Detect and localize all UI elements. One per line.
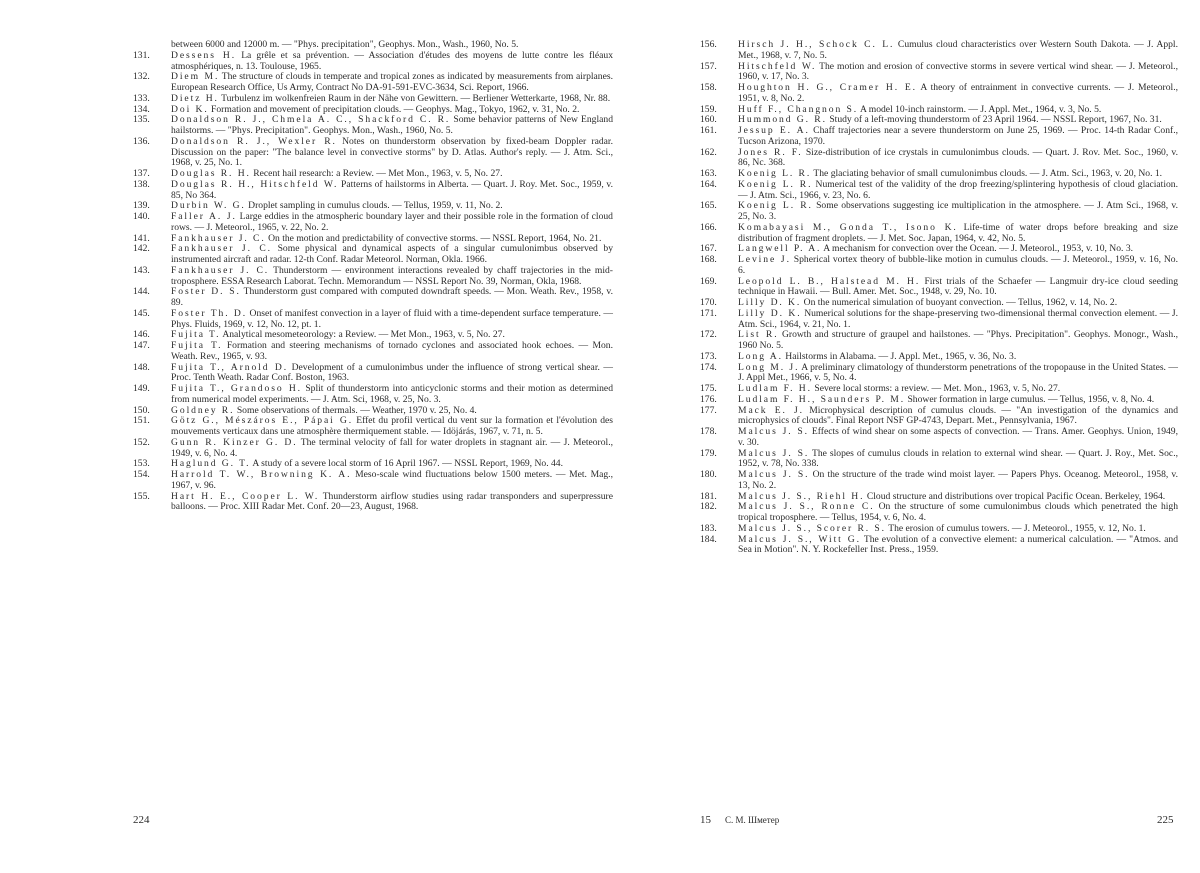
reference-authors: Koenig L. R.: [738, 200, 813, 212]
reference-number: 143.: [133, 264, 150, 276]
reference-number: 145.: [133, 307, 150, 319]
reference-authors: Leopold L. B., Halstead M. H.: [738, 275, 921, 287]
reference-entry: [133, 244, 613, 266]
reference-authors: List R.: [738, 329, 779, 341]
reference-entry: [133, 341, 613, 363]
reference-number: 146.: [133, 329, 150, 341]
reference-title: Analytical mesometeorology: a Review. — Met Mon., 1963, v. 5, No. 27.: [222, 329, 505, 341]
reference-authors: Doi K.: [171, 103, 209, 115]
reference-title: Spherical vortex theory of bubble-like motion in cumulus clouds. — J. Meteorol., 1959, v. 16, No. 6.: [738, 254, 1178, 276]
reference-title: A theory of entrainment in convective currents. — J. Meteorol., 1951, v. 8, No. 2.: [738, 82, 1178, 104]
reference-title: The erosion of cumulus towers. — J. Meteorol., 1955, v. 12, No. 1.: [888, 522, 1146, 534]
reference-entry: [700, 470, 1178, 492]
page-number-left: 224: [133, 814, 150, 826]
reference-authors: Komabayasi M., Gonda T., Isono K.: [738, 221, 958, 233]
reference-title: First trials of the Schaefer — Langmuir dry-ice cloud seeding technique in Hawaii. — Bull. Amer. Met. Soc., 1948, v. 29, No. 10.: [738, 275, 1179, 298]
reference-number: 168.: [700, 254, 717, 265]
reference-authors: Jessup E. A.: [738, 125, 810, 136]
reference-title: Some observations suggesting ice multiplication in the atmosphere. — J. Atm Sci., 1968, v. 25, No. 3.: [738, 200, 1178, 222]
reference-entry: [700, 148, 1178, 170]
reference-title: Cumulus cloud characteristics over Western South Dakota. — J. Appl. Met., 1968, v. 7, No. 5.: [738, 39, 1178, 61]
reference-number: 148.: [133, 361, 150, 373]
reference-number: 167.: [700, 243, 717, 255]
reference-title: Chaff trajectories near a severe thunderstorm on June 25, 1969. — Proc. 14-th Radar Conf., Tucson Arizona, 1970.: [738, 125, 1179, 147]
reference-number: 134.: [133, 103, 150, 115]
reference-authors: Fujita T.: [171, 329, 221, 341]
reference-entry: [133, 212, 613, 234]
reference-title: Cloud structure and distributions over tropical Pacific Ocean. Berkeley, 1964.: [866, 490, 1166, 502]
reference-authors: Hirsch J. H., Schock C. L.: [738, 39, 895, 50]
reference-entry: [700, 363, 1178, 385]
signature-author: С. М. Шметер: [725, 815, 780, 825]
right-page: [700, 40, 1178, 556]
reference-entry: [133, 384, 613, 406]
reference-entry: [700, 83, 1178, 105]
reference-number: 169.: [700, 275, 717, 287]
reference-authors: Mack E. J.: [738, 404, 804, 416]
reference-title: The structure of clouds in temperate and tropical zones as indicated by measurements from airplanes. European Research Office, Us Army, Contract No DA-91-591-EVC-3634, Sci. Report, 1966.: [171, 71, 613, 93]
reference-entry: [133, 72, 613, 94]
reference-number: 178.: [700, 426, 717, 437]
reference-authors: Hummond G. R.: [738, 114, 827, 126]
reference-authors: Faller A. J.: [171, 211, 237, 222]
reference-number: 132.: [133, 71, 150, 83]
reference-entry: [133, 470, 613, 492]
reference-title: Severe local storms: a review. — Met. Mon., 1963, v. 5, No. 27.: [814, 383, 1061, 394]
reference-title: Thunderstorm airflow studies using radar transponders and superpressure balloons. — Proc. XIII Radar Met. Conf. 20—23, August, 1968.: [171, 490, 613, 513]
reference-title: Large eddies in the atmospheric boundary layer and their possible role in the formation of cloud rows. — J. Meteorol., 1965, v. 22, No. 2.: [171, 211, 613, 233]
reference-number: 173.: [700, 350, 717, 362]
reference-title: Numerical test of the validity of the drop freezing/splintering hypothesis of cloud glaciation. — J. Atm. Sci., 1966, v. 23, No. 6.: [738, 178, 1178, 201]
reference-authors: Levine J.: [738, 254, 791, 265]
reference-number: 153.: [133, 458, 150, 470]
reference-title: The evolution of a convective element: a numerical calculation. — "Atmos. and Sea in Motion". N. Y. Rockefeller Inst. Press., 1959.: [738, 533, 1178, 556]
reference-title: Hailstorms in Alabama. — J. Appl. Met., 1965, v. 36, No. 3.: [785, 350, 1017, 362]
reference-number: 164.: [700, 178, 717, 190]
reference-list: [133, 40, 613, 513]
reference-number: 166.: [700, 221, 717, 233]
reference-entry: [133, 266, 613, 288]
reference-title: Thunderstorm — environment interactions revealed by chaff trajectories in the mid-troposphere. ESSA Research Laborat. Techn. Memorandum — NSSL Report No. 39, Norman, Okla, 1968.: [171, 264, 613, 287]
left-page: [133, 40, 613, 513]
reference-number: 154.: [133, 469, 150, 480]
reference-list: [700, 40, 1178, 556]
reference-authors: Foster D. S.: [171, 286, 241, 298]
reference-number: 158.: [700, 82, 717, 93]
reference-entry: [700, 277, 1178, 299]
reference-entry: [700, 309, 1178, 331]
reference-title: Some behavior patterns of New England hailstorms. — "Phys. Precipitation". Geophys. Mon., Wash., 1960, No. 5.: [171, 114, 614, 136]
reference-title: Recent hail research: a Review. — Met Mon., 1963, v. 5, No. 27.: [253, 168, 503, 179]
reference-entry: [700, 40, 1178, 62]
reference-authors: Koenig L. R.: [738, 178, 813, 190]
reference-entry: [133, 416, 613, 438]
reference-entry: [133, 438, 613, 460]
reference-number: 159.: [700, 103, 717, 115]
reference-title: A preliminary climatology of thunderstorm penetrations of the tropopause in the United States. — J. Appl Met., 1966, v. 5, No. 4.: [738, 361, 1178, 384]
reference-number: 136.: [133, 135, 150, 147]
reference-number: 171.: [700, 307, 717, 319]
reference-entry: [133, 492, 613, 514]
reference-authors: Langwell P. A.: [738, 243, 822, 255]
reference-number: 184.: [700, 533, 717, 545]
reference-number: 183.: [700, 522, 717, 534]
reference-number: 140.: [133, 211, 150, 222]
reference-entry: [700, 62, 1178, 84]
reference-number: 133.: [133, 92, 150, 104]
reference-authors: Dietz H.: [171, 92, 219, 104]
reference-number: 141.: [133, 232, 150, 244]
reference-title: Shower formation in large cumulus. — Tellus, 1956, v. 8, No. 4.: [907, 393, 1155, 405]
reference-authors: Lilly D. K.: [738, 307, 802, 319]
reference-authors: Long M. J.: [738, 361, 800, 373]
reference-number: 174.: [700, 361, 717, 373]
reference-number: 149.: [133, 383, 150, 394]
reference-title: Meso-scale wind fluctuations below 1500 meters. — Met. Mag., 1967, v. 96.: [171, 469, 613, 491]
reference-title: Study of a left-moving thunderstorm of 23 April 1964. — NSSL Report, 1967, No. 31.: [829, 114, 1162, 126]
reference-authors: Malcus J. S.: [738, 426, 809, 437]
reference-authors: Fujita T.: [171, 340, 223, 351]
reference-number: 163.: [700, 168, 717, 179]
reference-authors: Ludlam F. H.: [738, 383, 812, 394]
reference-entry: [700, 201, 1178, 223]
reference-entry: [700, 126, 1178, 148]
reference-authors: Lilly D. K.: [738, 297, 802, 308]
reference-entry: [700, 502, 1178, 524]
reference-authors: Malcus J. S., Scorer R. S.: [738, 522, 886, 534]
reference-number: 152.: [133, 436, 150, 448]
reference-authors: Jones R. F.: [738, 146, 803, 158]
reference-title: Growth and structure of graupel and hailstones. — "Phys. Precipitation". Geophys. Monogr., Wash., 1960 No. 5.: [738, 329, 1178, 351]
reference-authors: Haglund G. T.: [171, 458, 251, 470]
reference-authors: Fujita T., Arnold D.: [171, 361, 289, 373]
reference-title: Some physical and dynamical aspects of a singular cumulonimbus observed by instrumented aircraft and radar. 12-th Conf. Radar Meteorol. Norman, Okla. 1966.: [171, 243, 613, 265]
reference-title: Formation and steering mechanisms of tornado cyclones and associated hook echoes. — Mon. Weath. Rev., 1965, v. 93.: [171, 340, 613, 362]
reference-number: 137.: [133, 168, 150, 179]
reference-authors: Foster Th. D.: [171, 307, 248, 319]
reference-number: 177.: [700, 404, 717, 416]
reference-entry: [700, 330, 1178, 352]
reference-number: 147.: [133, 340, 150, 351]
reference-authors: Goldney R.: [171, 404, 235, 416]
reference-authors: Hart H. E., Cooper L. W.: [171, 490, 320, 502]
reference-entry: [133, 180, 613, 202]
reference-authors: Houghton H. G., Cramer H. E.: [738, 82, 917, 93]
reference-title: Formation and movement of precipitation clouds. — Geophys. Mag., Tokyo, 1962, v. 31, No. 2.: [211, 103, 580, 115]
printer-signature: [700, 814, 779, 826]
reference-title: Turbulenz im wolkenfreien Raum in der Nähe von Gewittern. — Berliener Wetterkarte, 1968, Nr. 88.: [221, 92, 611, 104]
reference-authors: Long A.: [738, 350, 783, 362]
reference-title: Effet du profil vertical du vent sur la formation et l'évolution des mouvements verticaux dans une atmosphère thermiquement stable. — Idöjárás, 1967, v. 71, n. 5.: [171, 415, 614, 437]
reference-authors: Malcus J. S., Witt G.: [738, 533, 861, 545]
reference-title: Droplet sampling in cumulus clouds. — Tellus, 1959, v. 11, No. 2.: [248, 200, 503, 212]
reference-entry: [133, 309, 613, 331]
reference-number: 161.: [700, 125, 717, 136]
reference-title: A study of a severe local storm of 16 April 1967. — NSSL Report, 1969, No. 44.: [252, 458, 563, 470]
reference-entry: [700, 427, 1178, 449]
reference-number: 155.: [133, 490, 150, 502]
reference-number: 157.: [700, 60, 717, 72]
reference-title: Onset of manifest convection in a layer of fluid with a time-dependent surface temperature. — Phys. Fluids, 1969, v. 12, No. 12, pt. 1.: [171, 307, 613, 330]
reference-title: Patterns of hailstorms in Alberta. — Quart. J. Roy. Met. Soc., 1959, v. 85, No 364.: [171, 178, 614, 201]
reference-entry: [700, 406, 1178, 428]
reference-number: 179.: [700, 447, 717, 459]
reference-title: Life-time of water drops before breaking and size distribution of fragment droplets. — J. Met. Soc. Japan, 1964, v. 42, No. 5.: [738, 221, 1178, 244]
reference-entry: [133, 137, 613, 169]
reference-title: On the structure of the trade wind moist layer. — Papers Phys. Oceanog. Meteorol., 1958, v. 13, No. 2.: [738, 469, 1178, 491]
reference-title: A model 10-inch rainstorm. — J. Appl. Met., 1964, v. 3, No. 5.: [859, 103, 1102, 115]
reference-number: 151.: [133, 415, 150, 427]
reference-number: 175.: [700, 383, 717, 394]
signature-number: 15: [700, 814, 711, 826]
reference-entry: [133, 115, 613, 137]
reference-number: 156.: [700, 39, 717, 50]
reference-authors: Fankhauser J. C.: [171, 243, 273, 255]
reference-title: Split of thunderstorm into anticyclonic storms and their motion as determined from numerical model experiments. — J. Atm. Sci, 1968, v. 25, No. 3.: [171, 383, 613, 405]
reference-entry: [700, 255, 1178, 277]
reference-number: 180.: [700, 469, 717, 480]
reference-entry: [133, 51, 613, 73]
reference-number: 176.: [700, 393, 717, 405]
reference-authors: Harrold T. W., Browning K. A.: [171, 469, 352, 480]
reference-authors: Malcus J. S., Ronne C.: [738, 501, 875, 513]
reference-authors: Douglas R. H.: [171, 168, 251, 179]
reference-title: On the motion and predictability of convective storms. — NSSL Report, 1964, No. 21.: [268, 232, 602, 244]
reference-title: Development of a cumulonimbus under the influence of strong vertical shear. — Proc. Tenth Weath. Radar Conf. Boston, 1963.: [171, 361, 613, 384]
reference-entry: [700, 449, 1178, 471]
reference-title: La grêle et sa prévention. — Association d'études des moyens de lutte contre les fléaux atmosphériques, n. 13. Toulouse, 1965.: [171, 49, 613, 72]
reference-title: The slopes of cumulus clouds in relation to external wind shear. — Quart. J. Roy., Met. Soc., 1952, v. 78, No. 338.: [738, 447, 1178, 470]
reference-authors: Gunn R. Kinzer G. D.: [171, 436, 298, 448]
reference-authors: Malcus J. S., Riehl H.: [738, 490, 865, 502]
reference-authors: Fankhauser J. C.: [171, 232, 266, 244]
reference-entry: [133, 287, 613, 309]
reference-number: 150.: [133, 404, 150, 416]
reference-number: 160.: [700, 114, 717, 126]
page-number-right: 225: [1157, 814, 1174, 826]
reference-authors: Götz G., Mészáros E., Pápai G.: [171, 415, 354, 427]
reference-continuation: between 6000 and 12000 m. — "Phys. precipitation", Geophys. Mon., Wash., 1960, No. 5.: [171, 39, 519, 50]
reference-number: 165.: [700, 200, 717, 212]
reference-authors: Malcus J. S.: [738, 469, 810, 480]
reference-number: 182.: [700, 501, 717, 513]
reference-authors: Diem M.: [171, 71, 220, 83]
reference-number: 139.: [133, 200, 150, 212]
reference-title: Microphysical description of cumulus clouds. — "An investigation of the dynamics and microphysics of clouds". Final Report NSF GP-4743, Depart. Met., Pennsylvania, 1967.: [738, 404, 1178, 427]
reference-authors: Koenig L. R.: [738, 168, 812, 179]
reference-title: On the structure of some cumulonimbus clouds which penetrated the high tropical troposphere. — Tellus, 1954, v. 6, No. 4.: [738, 501, 1179, 523]
reference-number: 135.: [133, 114, 150, 126]
reference-entry: [700, 535, 1178, 557]
reference-number: 131.: [133, 49, 150, 61]
reference-title: Effects of wind shear on some aspects of convection. — Trans. Amer. Geophys. Union, 1949, v. 30.: [738, 426, 1178, 448]
reference-title: Thunderstorm gust compared with computed downdraft speeds. — Mon. Weath. Rev., 1958, v. 89.: [171, 286, 613, 308]
reference-entry: [700, 180, 1178, 202]
reference-authors: Fankhauser J. C.: [171, 264, 270, 276]
reference-number: 138.: [133, 178, 150, 190]
reference-authors: Donaldson R. J., Wexler R.: [171, 135, 337, 147]
reference-title: Notes on thunderstorm observation by fixed-beam Doppler radar. Discussion on the paper: "The balance level in convective storms" by D. Atlas. Author's reply. — J. Atm. Sci., 1968, v. 25, No. 1.: [171, 135, 613, 169]
reference-number: 162.: [700, 146, 717, 158]
reference-entry: [700, 223, 1178, 245]
reference-title: Numerical solutions for the shape-preserving two-dimensional thermal convection element. — J. Atm. Sci., 1964, v. 21, No. 1.: [738, 307, 1178, 330]
reference-authors: Hitschfeld W.: [738, 60, 817, 72]
reference-number: 172.: [700, 329, 717, 341]
reference-number: 181.: [700, 490, 717, 502]
reference-number: 170.: [700, 297, 717, 308]
reference-authors: Dessens H.: [171, 49, 237, 61]
reference-authors: Douglas R. H., Hitschfeld W.: [171, 178, 339, 190]
reference-authors: Huff F., Changnon S.: [738, 103, 859, 115]
reference-number: 144.: [133, 286, 150, 298]
reference-title: A mechanism for convection over the Ocean. — J. Meteorol., 1953, v. 10, No. 3.: [823, 243, 1134, 255]
reference-authors: Malcus J. S.: [738, 447, 810, 459]
reference-title: Size-distribution of ice crystals in cumulonimbus clouds. — Quart. J. Rov. Met. Soc., 1960, v. 86, Nc. 368.: [738, 146, 1179, 169]
reference-number: 142.: [133, 243, 150, 255]
reference-authors: Donaldson R. J., Chmela A. C., Shackford C. R.: [171, 114, 451, 126]
reference-authors: Fujita T., Grandoso H.: [171, 383, 302, 394]
reference-entry: [133, 363, 613, 385]
reference-title: Some observations of thermals. — Weather, 1970 v. 25, No. 4.: [236, 404, 477, 416]
reference-title: The glaciating behavior of small cumulonimbus clouds. — J. Atm. Sci., 1963, v. 20, No. 1.: [813, 168, 1163, 179]
reference-title: On the numerical simulation of buoyant convection. — Tellus, 1962, v. 14, No. 2.: [803, 297, 1118, 308]
reference-authors: Durbin W. G.: [171, 200, 246, 212]
reference-authors: Ludlam F. H., Saunders P. M.: [738, 393, 906, 405]
reference-title: The motion and erosion of convective storms in severe vertical wind shear. — J. Meteorol., 1960, v. 17, No. 3.: [738, 60, 1178, 83]
reference-title: The terminal velocity of fall for water droplets in stagnant air. — J. Meteorol., 1949, v. 6, No. 4.: [171, 436, 614, 459]
